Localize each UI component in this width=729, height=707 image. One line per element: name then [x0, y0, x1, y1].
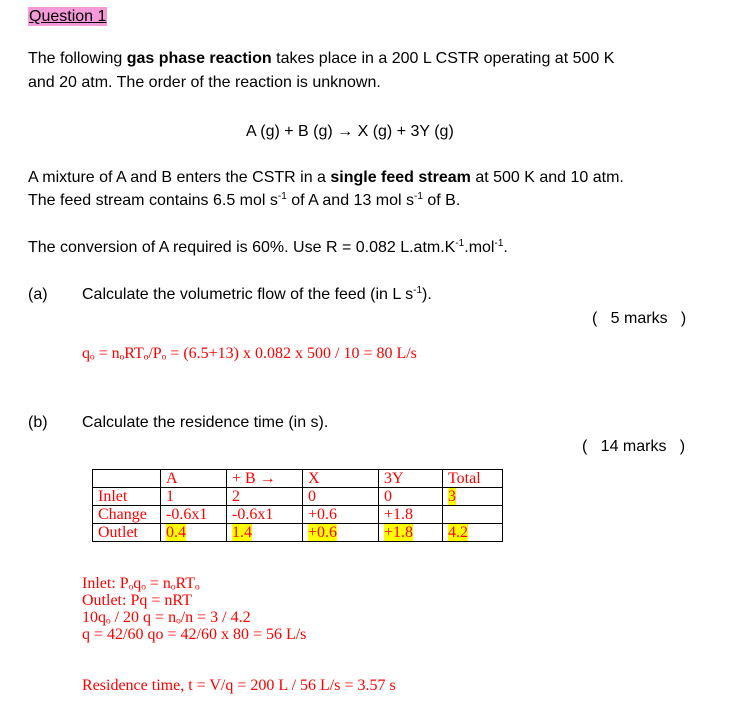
stoichiometry-table: [92, 469, 503, 542]
table-cell: -0.6x1: [227, 506, 303, 524]
conversion-sup-1: -1: [455, 238, 465, 249]
working-line: Inlet: Pₒqₒ = nₒRTₒ: [82, 575, 200, 592]
intro-bold: gas phase reaction: [126, 50, 272, 67]
working-line: Outlet: Pq = nRT: [82, 592, 192, 609]
question-title: Question 1: [29, 8, 107, 25]
table-cell: 0: [379, 488, 443, 506]
conversion-sup-2: -1: [494, 238, 504, 249]
part-b-label: (b): [28, 414, 48, 431]
highlighted-value: +0.6: [308, 524, 338, 541]
row-label: Inlet: [93, 488, 161, 506]
intro-text: The following: [28, 50, 127, 67]
row-label: Outlet: [93, 524, 161, 542]
part-a-marks: ( 5 marks ): [592, 310, 687, 327]
table-row: [93, 524, 503, 542]
feed-a: The feed stream contains 6.5 mol s: [28, 192, 278, 209]
table-row: [93, 506, 503, 524]
table-header-cell: + B →: [227, 470, 303, 488]
conversion-line: [28, 239, 508, 257]
table-row: [93, 488, 503, 506]
conversion-c: .: [503, 239, 508, 256]
part-a-question: [82, 286, 432, 304]
table-cell: 0: [303, 488, 379, 506]
feed-line-1: [28, 169, 624, 187]
table-header-row: [93, 470, 503, 488]
table-cell: [443, 524, 503, 542]
table-cell: [443, 488, 503, 506]
table-cell: [227, 524, 303, 542]
table-cell: [379, 524, 443, 542]
part-a-answer: qₒ = nₒRTₒ/Pₒ = (6.5+13) x 0.082 x 500 / 10 = 80 L/s: [82, 345, 417, 362]
part-a-q-b: ).: [422, 286, 432, 303]
highlighted-value: 4.2: [448, 524, 468, 541]
feed-sup-1: -1: [277, 191, 287, 202]
conversion-b: .mol: [464, 239, 495, 256]
feed-sup-2: -1: [414, 191, 423, 202]
part-a-label: (a): [28, 286, 48, 303]
table-cell: 2: [227, 488, 303, 506]
table-cell: [161, 524, 227, 542]
table-header-cell: A: [161, 470, 227, 488]
reaction-equation: A (g) + B (g) → X (g) + 3Y (g): [246, 123, 454, 140]
row-label: Change: [93, 506, 161, 524]
feed-c: of B.: [422, 192, 461, 209]
conversion-a: The conversion of A required is 60%. Use R = 0.082 L.atm.K: [28, 239, 456, 256]
table-cell: +1.8: [379, 506, 443, 524]
part-a-q-a: Calculate the volumetric flow of the feed (in L s: [82, 286, 414, 303]
table-cell: +0.6: [303, 506, 379, 524]
table-header-cell: X: [303, 470, 379, 488]
table-header-cell: [93, 470, 161, 488]
highlighted-value: 3: [448, 488, 456, 505]
feed-b: of A and 13 mol s: [286, 192, 415, 209]
intro-line-1: [28, 50, 614, 68]
table-cell: 1: [161, 488, 227, 506]
table-header-cell: 3Y: [379, 470, 443, 488]
intro-text-post: takes place in a 200 L CSTR operating at 500 K: [271, 50, 615, 67]
feed-bold: single feed stream: [330, 169, 471, 186]
highlighted-value: +1.8: [384, 524, 414, 541]
part-b-question: Calculate the residence time (in s).: [82, 414, 329, 431]
intro-line-2: and 20 atm. The order of the reaction is unknown.: [28, 74, 381, 91]
residence-time-result: Residence time, t = V/q = 200 L / 56 L/s = 3.57 s: [82, 677, 396, 694]
working-line: q = 42/60 qo = 42/60 x 80 = 56 L/s: [82, 626, 307, 643]
working-line: 10qₒ / 20 q = nₒ/n = 3 / 4.2: [82, 609, 251, 626]
part-a-q-sup: -1: [413, 285, 423, 296]
feed-line-2: [28, 192, 460, 210]
feed-text-post: at 500 K and 10 atm.: [470, 169, 624, 186]
table-cell: -0.6x1: [161, 506, 227, 524]
table-cell: [303, 524, 379, 542]
table-header-cell: Total: [443, 470, 503, 488]
table-cell: [443, 506, 503, 524]
highlighted-value: 0.4: [166, 524, 186, 541]
highlighted-value: 1.4: [232, 524, 252, 541]
part-b-marks: ( 14 marks ): [582, 438, 686, 455]
feed-text: A mixture of A and B enters the CSTR in a: [28, 169, 331, 186]
